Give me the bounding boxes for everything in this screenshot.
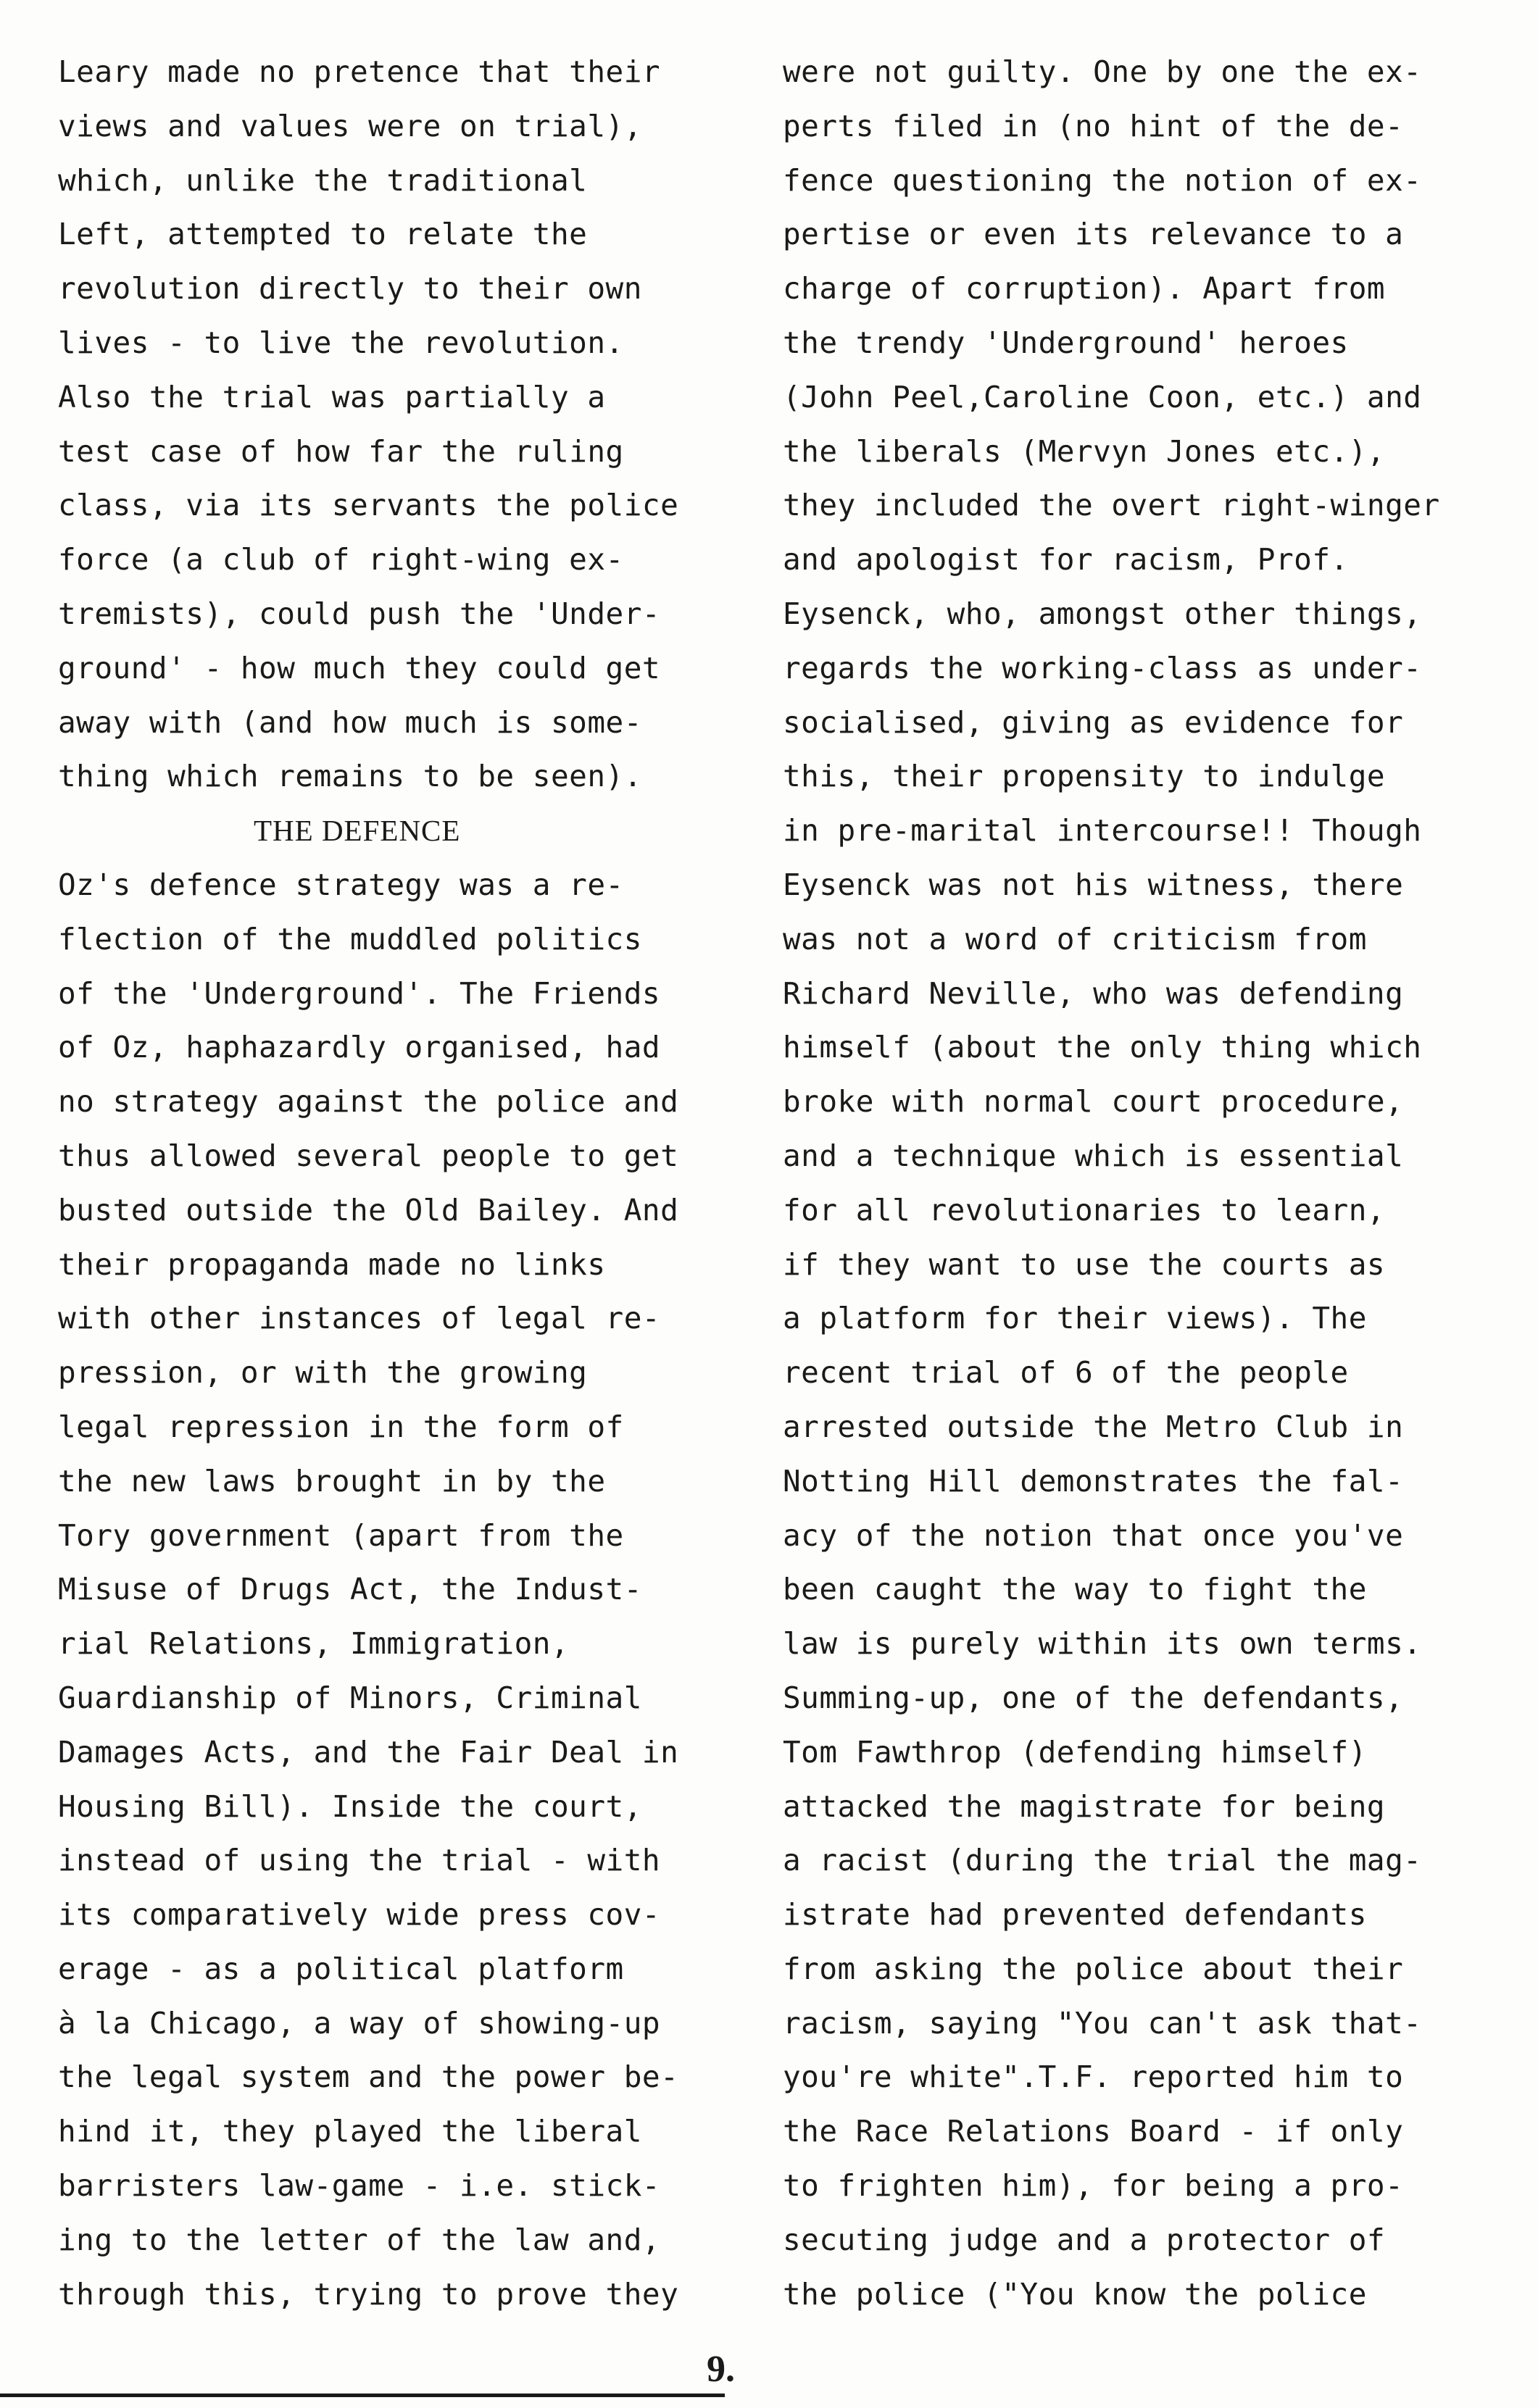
section-heading: THE DEFENCE: [254, 814, 461, 848]
text-line: the trendy 'Underground' heroes: [783, 325, 1349, 360]
text-line: been caught the way to fight the: [783, 1572, 1367, 1607]
text-line: socialised, giving as evidence for: [783, 704, 1404, 740]
text-line: charge of corruption). Apart from: [783, 271, 1386, 307]
text-line: views and values were on trial),: [58, 108, 642, 143]
left-column: [58, 45, 754, 2321]
text-line: barristers law-game - i.e. stick-: [58, 2168, 661, 2204]
text-line: attacked the magistrate for being: [783, 1788, 1386, 1824]
text-line: (John Peel,Caroline Coon, etc.) and: [783, 379, 1422, 414]
text-line: was not a word of criticism from: [783, 921, 1367, 957]
text-line: Oz's defence strategy was a re-: [58, 867, 624, 902]
text-line: secuting judge and a protector of: [783, 2222, 1386, 2257]
text-line: arrested outside the Metro Club in: [783, 1409, 1404, 1444]
text-line: the Race Relations Board - if only: [783, 2114, 1404, 2149]
text-line: which, unlike the traditional: [58, 162, 588, 198]
text-line: away with (and how much is some-: [58, 704, 642, 740]
text-line: a racist (during the trial the mag-: [783, 1843, 1422, 1878]
text-line: if they want to use the courts as: [783, 1246, 1386, 1282]
text-line: rial Relations, Immigration,: [58, 1626, 570, 1662]
text-line: to frighten him), for being a pro-: [783, 2168, 1404, 2204]
text-line: ing to the letter of the law and,: [58, 2222, 661, 2257]
text-line: tremists), could push the 'Under-: [58, 596, 661, 631]
text-line: Richard Neville, who was defending: [783, 975, 1404, 1011]
text-line: and a technique which is essential: [783, 1138, 1404, 1173]
text-line: instead of using the trial - with: [58, 1843, 661, 1878]
page-number: 9.: [707, 2349, 735, 2390]
text-line: recent trial of 6 of the people: [783, 1355, 1349, 1391]
text-line: class, via its servants the police: [58, 488, 679, 523]
text-line: they included the overt right-winger: [783, 488, 1440, 523]
text-line: racism, saying "You can't ask that-: [783, 2005, 1422, 2041]
text-line: ground' - how much they could get: [58, 650, 661, 686]
text-line: lives - to live the revolution.: [58, 325, 624, 360]
text-line: broke with normal court procedure,: [783, 1084, 1404, 1120]
text-line: erage - as a political platform: [58, 1951, 624, 1986]
text-line: pression, or with the growing: [58, 1355, 588, 1391]
text-line: were not guilty. One by one the ex-: [783, 54, 1422, 89]
text-line: busted outside the Old Bailey. And: [58, 1192, 679, 1228]
text-line: pertise or even its relevance to a: [783, 217, 1404, 252]
text-line: flection of the muddled politics: [58, 921, 642, 957]
text-line: Housing Bill). Inside the court,: [58, 1788, 642, 1824]
text-line: their propaganda made no links: [58, 1246, 606, 1282]
text-line: Tory government (apart from the: [58, 1517, 624, 1553]
text-line: à la Chicago, a way of showing-up: [58, 2005, 661, 2041]
text-line: acy of the notion that once you've: [783, 1517, 1404, 1553]
text-line: Eysenck was not his witness, there: [783, 867, 1404, 902]
text-line: Notting Hill demonstrates the fal-: [783, 1463, 1404, 1499]
text-line: hind it, they played the liberal: [58, 2114, 642, 2149]
text-line: for all revolutionaries to learn,: [783, 1192, 1386, 1228]
text-line: istrate had prevented defendants: [783, 1897, 1367, 1933]
text-line: Misuse of Drugs Act, the Indust-: [58, 1572, 642, 1607]
text-line: the liberals (Mervyn Jones etc.),: [783, 433, 1386, 469]
text-line: thing which remains to be seen).: [58, 759, 642, 794]
text-line: revolution directly to their own: [58, 271, 642, 307]
text-line: no strategy against the police and: [58, 1084, 679, 1120]
text-line: test case of how far the ruling: [58, 433, 624, 469]
text-line: with other instances of legal re-: [58, 1301, 661, 1336]
text-line: Also the trial was partially a: [58, 379, 606, 414]
bottom-rule: [0, 2394, 725, 2397]
text-line: fence questioning the notion of ex-: [783, 162, 1422, 198]
text-line: and apologist for racism, Prof.: [783, 542, 1349, 578]
text-line: its comparatively wide press cov-: [58, 1897, 661, 1933]
text-line: regards the working-class as under-: [783, 650, 1422, 686]
text-line: Guardianship of Minors, Criminal: [58, 1680, 642, 1715]
text-line: Tom Fawthrop (defending himself): [783, 1734, 1367, 1770]
text-line: thus allowed several people to get: [58, 1138, 679, 1173]
text-line: legal repression in the form of: [58, 1409, 624, 1444]
text-line: himself (about the only thing which: [783, 1030, 1422, 1065]
text-line: this, their propensity to indulge: [783, 759, 1386, 794]
text-line: in pre-marital intercourse!! Though: [783, 813, 1422, 849]
text-line: Damages Acts, and the Fair Deal in: [58, 1734, 679, 1770]
text-line: law is purely within its own terms.: [783, 1626, 1422, 1662]
text-line: of Oz, haphazardly organised, had: [58, 1030, 661, 1065]
text-line: the new laws brought in by the: [58, 1463, 606, 1499]
text-line: through this, trying to prove they: [58, 2276, 679, 2312]
text-line: Leary made no pretence that their: [58, 54, 661, 89]
text-line: you're white".T.F. reported him to: [783, 2059, 1404, 2095]
text-line: perts filed in (no hint of the de-: [783, 108, 1404, 143]
text-line: the police ("You know the police: [783, 2276, 1367, 2312]
text-line: Summing-up, one of the defendants,: [783, 1680, 1404, 1715]
text-line: Left, attempted to relate the: [58, 217, 588, 252]
text-line: a platform for their views). The: [783, 1301, 1367, 1336]
text-line: of the 'Underground'. The Friends: [58, 975, 661, 1011]
text-line: from asking the police about their: [783, 1951, 1404, 1986]
text-line: Eysenck, who, amongst other things,: [783, 596, 1422, 631]
text-line: force (a club of right-wing ex-: [58, 542, 624, 578]
text-line: the legal system and the power be-: [58, 2059, 679, 2095]
right-column: [783, 45, 1529, 2321]
